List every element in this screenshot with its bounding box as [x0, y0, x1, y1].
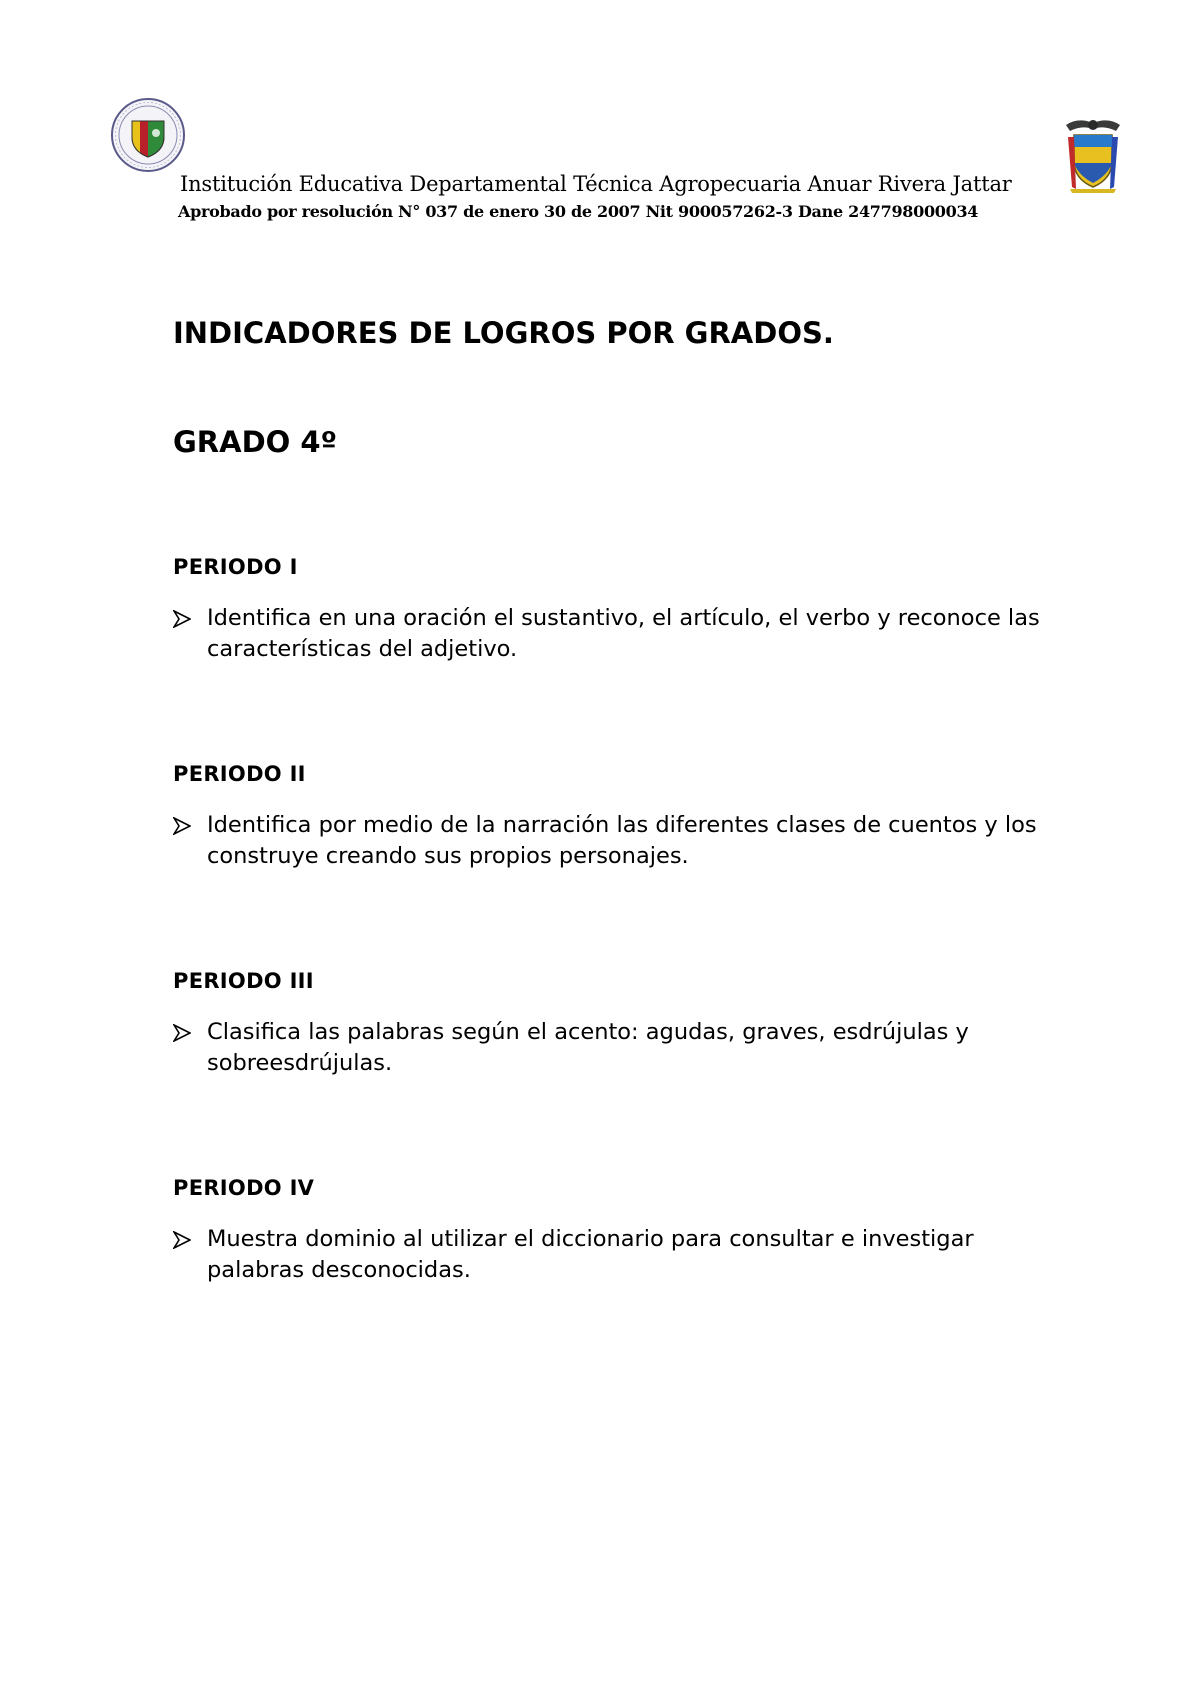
arrowhead-bullet-icon — [173, 610, 191, 628]
arrowhead-bullet-icon — [173, 1024, 191, 1042]
list-item — [173, 603, 1053, 665]
arrowhead-bullet-icon — [173, 817, 191, 835]
grade-heading: GRADO 4º — [173, 425, 337, 459]
list-item — [173, 1017, 1053, 1079]
period-section — [173, 555, 1053, 665]
approval-line: Aprobado por resolución N° 037 de enero 30 de 2007 Nit 900057262-3 Dane 247798000034 — [178, 202, 979, 221]
colombia-coat-of-arms-logo — [1058, 117, 1128, 195]
period-section — [173, 762, 1053, 872]
school-seal-logo — [110, 97, 186, 173]
achievement-text: Muestra dominio al utilizar el diccionario para consultar e investigar palabras desconocidas. — [207, 1226, 974, 1283]
arrowhead-bullet-icon — [173, 1231, 191, 1249]
achievement-text: Identifica por medio de la narración las diferentes clases de cuentos y los construye creando sus propios personajes. — [207, 812, 1037, 869]
document-title: INDICADORES DE LOGROS POR GRADOS. — [173, 316, 834, 350]
period-title: PERIODO I — [173, 555, 298, 579]
list-item — [173, 1224, 1053, 1286]
achievement-text: Clasifica las palabras según el acento: agudas, graves, esdrújulas y sobreesdrújulas. — [207, 1019, 969, 1076]
list-item — [173, 810, 1053, 872]
period-title: PERIODO II — [173, 762, 306, 786]
period-title: PERIODO III — [173, 969, 314, 993]
period-section — [173, 969, 1053, 1079]
period-title: PERIODO IV — [173, 1176, 315, 1200]
achievement-text: Identifica en una oración el sustantivo, el artículo, el verbo y reconoce las características del adjetivo. — [207, 605, 1040, 662]
period-section — [173, 1176, 1053, 1286]
institution-name: Institución Educativa Departamental Técnica Agropecuaria Anuar Rivera Jattar — [180, 172, 1012, 196]
